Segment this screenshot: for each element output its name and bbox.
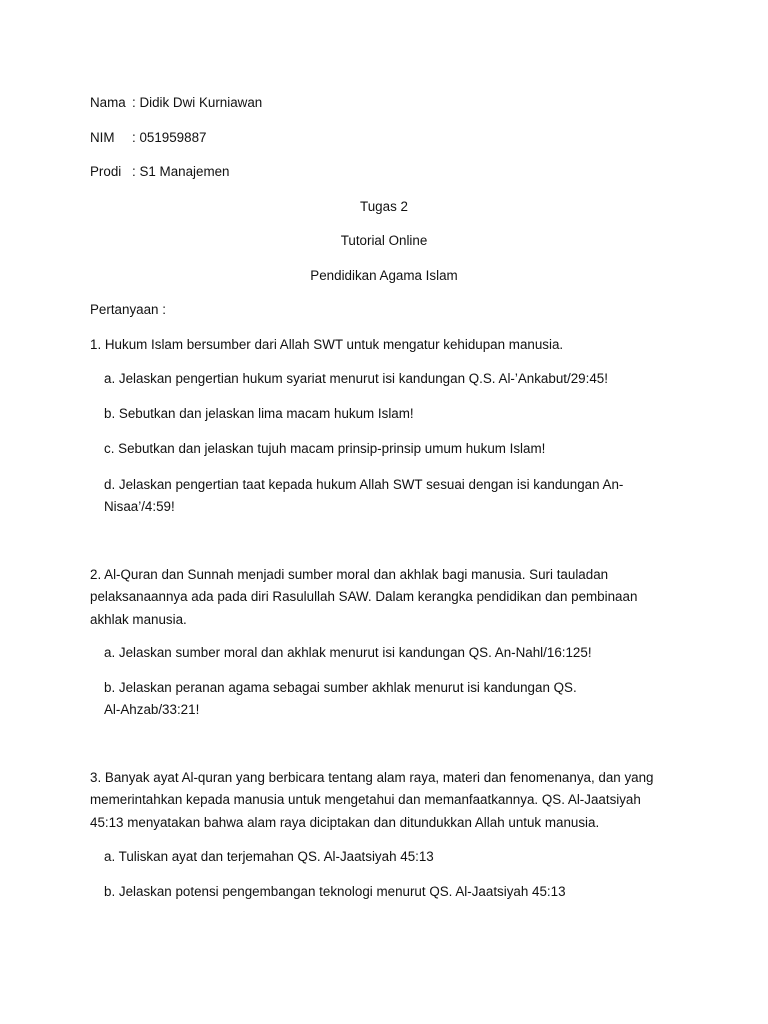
question-3: 3. Banyak ayat Al-quran yang berbicara tentang alam raya, materi dan fenomenanya, dan yang memerintahkan kepada manusia untuk mengetahui dan memanfaatkannya. QS. Al-Jaatsiyah 45:13 menyatakan bahwa alam raya diciptakan dan ditundukkan Allah untuk manusia. <box>90 770 654 830</box>
question-2: 2. Al-Quran dan Sunnah menjadi sumber moral dan akhlak bagi manusia. Suri tauladan pelaksanaannya ada pada diri Rasulullah SAW. Dalam kerangka pendidikan dan pembinaan akhlak manusia. <box>90 567 638 627</box>
prodi-label: Prodi <box>90 164 122 179</box>
question-1a: a. Jelaskan pengertian hukum syariat menurut isi kandungan Q.S. Al-’Ankabut/29:45! <box>104 371 608 386</box>
nim-row <box>90 129 206 147</box>
title-tugas: Tugas 2 <box>360 199 408 214</box>
question-1c: c. Sebutkan dan jelaskan tujuh macam prinsip-prinsip umum hukum Islam! <box>104 441 546 456</box>
question-1: 1. Hukum Islam bersumber dari Allah SWT untuk mengatur kehidupan manusia. <box>90 337 564 352</box>
question-2a: a. Jelaskan sumber moral dan akhlak menurut isi kandungan QS. An-Nahl/16:125! <box>104 645 592 660</box>
nim-label: NIM <box>90 130 115 145</box>
nama-value: : Didik Dwi Kurniawan <box>132 95 263 110</box>
question-3b: b. Jelaskan potensi pengembangan teknologi menurut QS. Al-Jaatsiyah 45:13 <box>104 884 566 899</box>
question-2b: b. Jelaskan peranan agama sebagai sumber akhlak menurut isi kandungan QS. Al-Ahzab/33:21! <box>104 680 577 717</box>
question-3a: a. Tuliskan ayat dan terjemahan QS. Al-Jaatsiyah 45:13 <box>104 849 434 864</box>
questions-heading: Pertanyaan : <box>90 302 166 317</box>
question-1d: d. Jelaskan pengertian taat kepada hukum Allah SWT sesuai dengan isi kandungan An-Nisaa’/4:59! <box>104 477 624 514</box>
prodi-value: : S1 Manajemen <box>132 164 230 179</box>
prodi-row <box>90 163 230 181</box>
question-1b: b. Sebutkan dan jelaskan lima macam hukum Islam! <box>104 406 414 421</box>
title-tutorial: Tutorial Online <box>340 233 428 248</box>
nama-row <box>90 94 262 112</box>
nama-label: Nama <box>90 95 126 110</box>
title-course: Pendidikan Agama Islam <box>310 268 458 283</box>
nim-value: : 051959887 <box>132 130 207 145</box>
